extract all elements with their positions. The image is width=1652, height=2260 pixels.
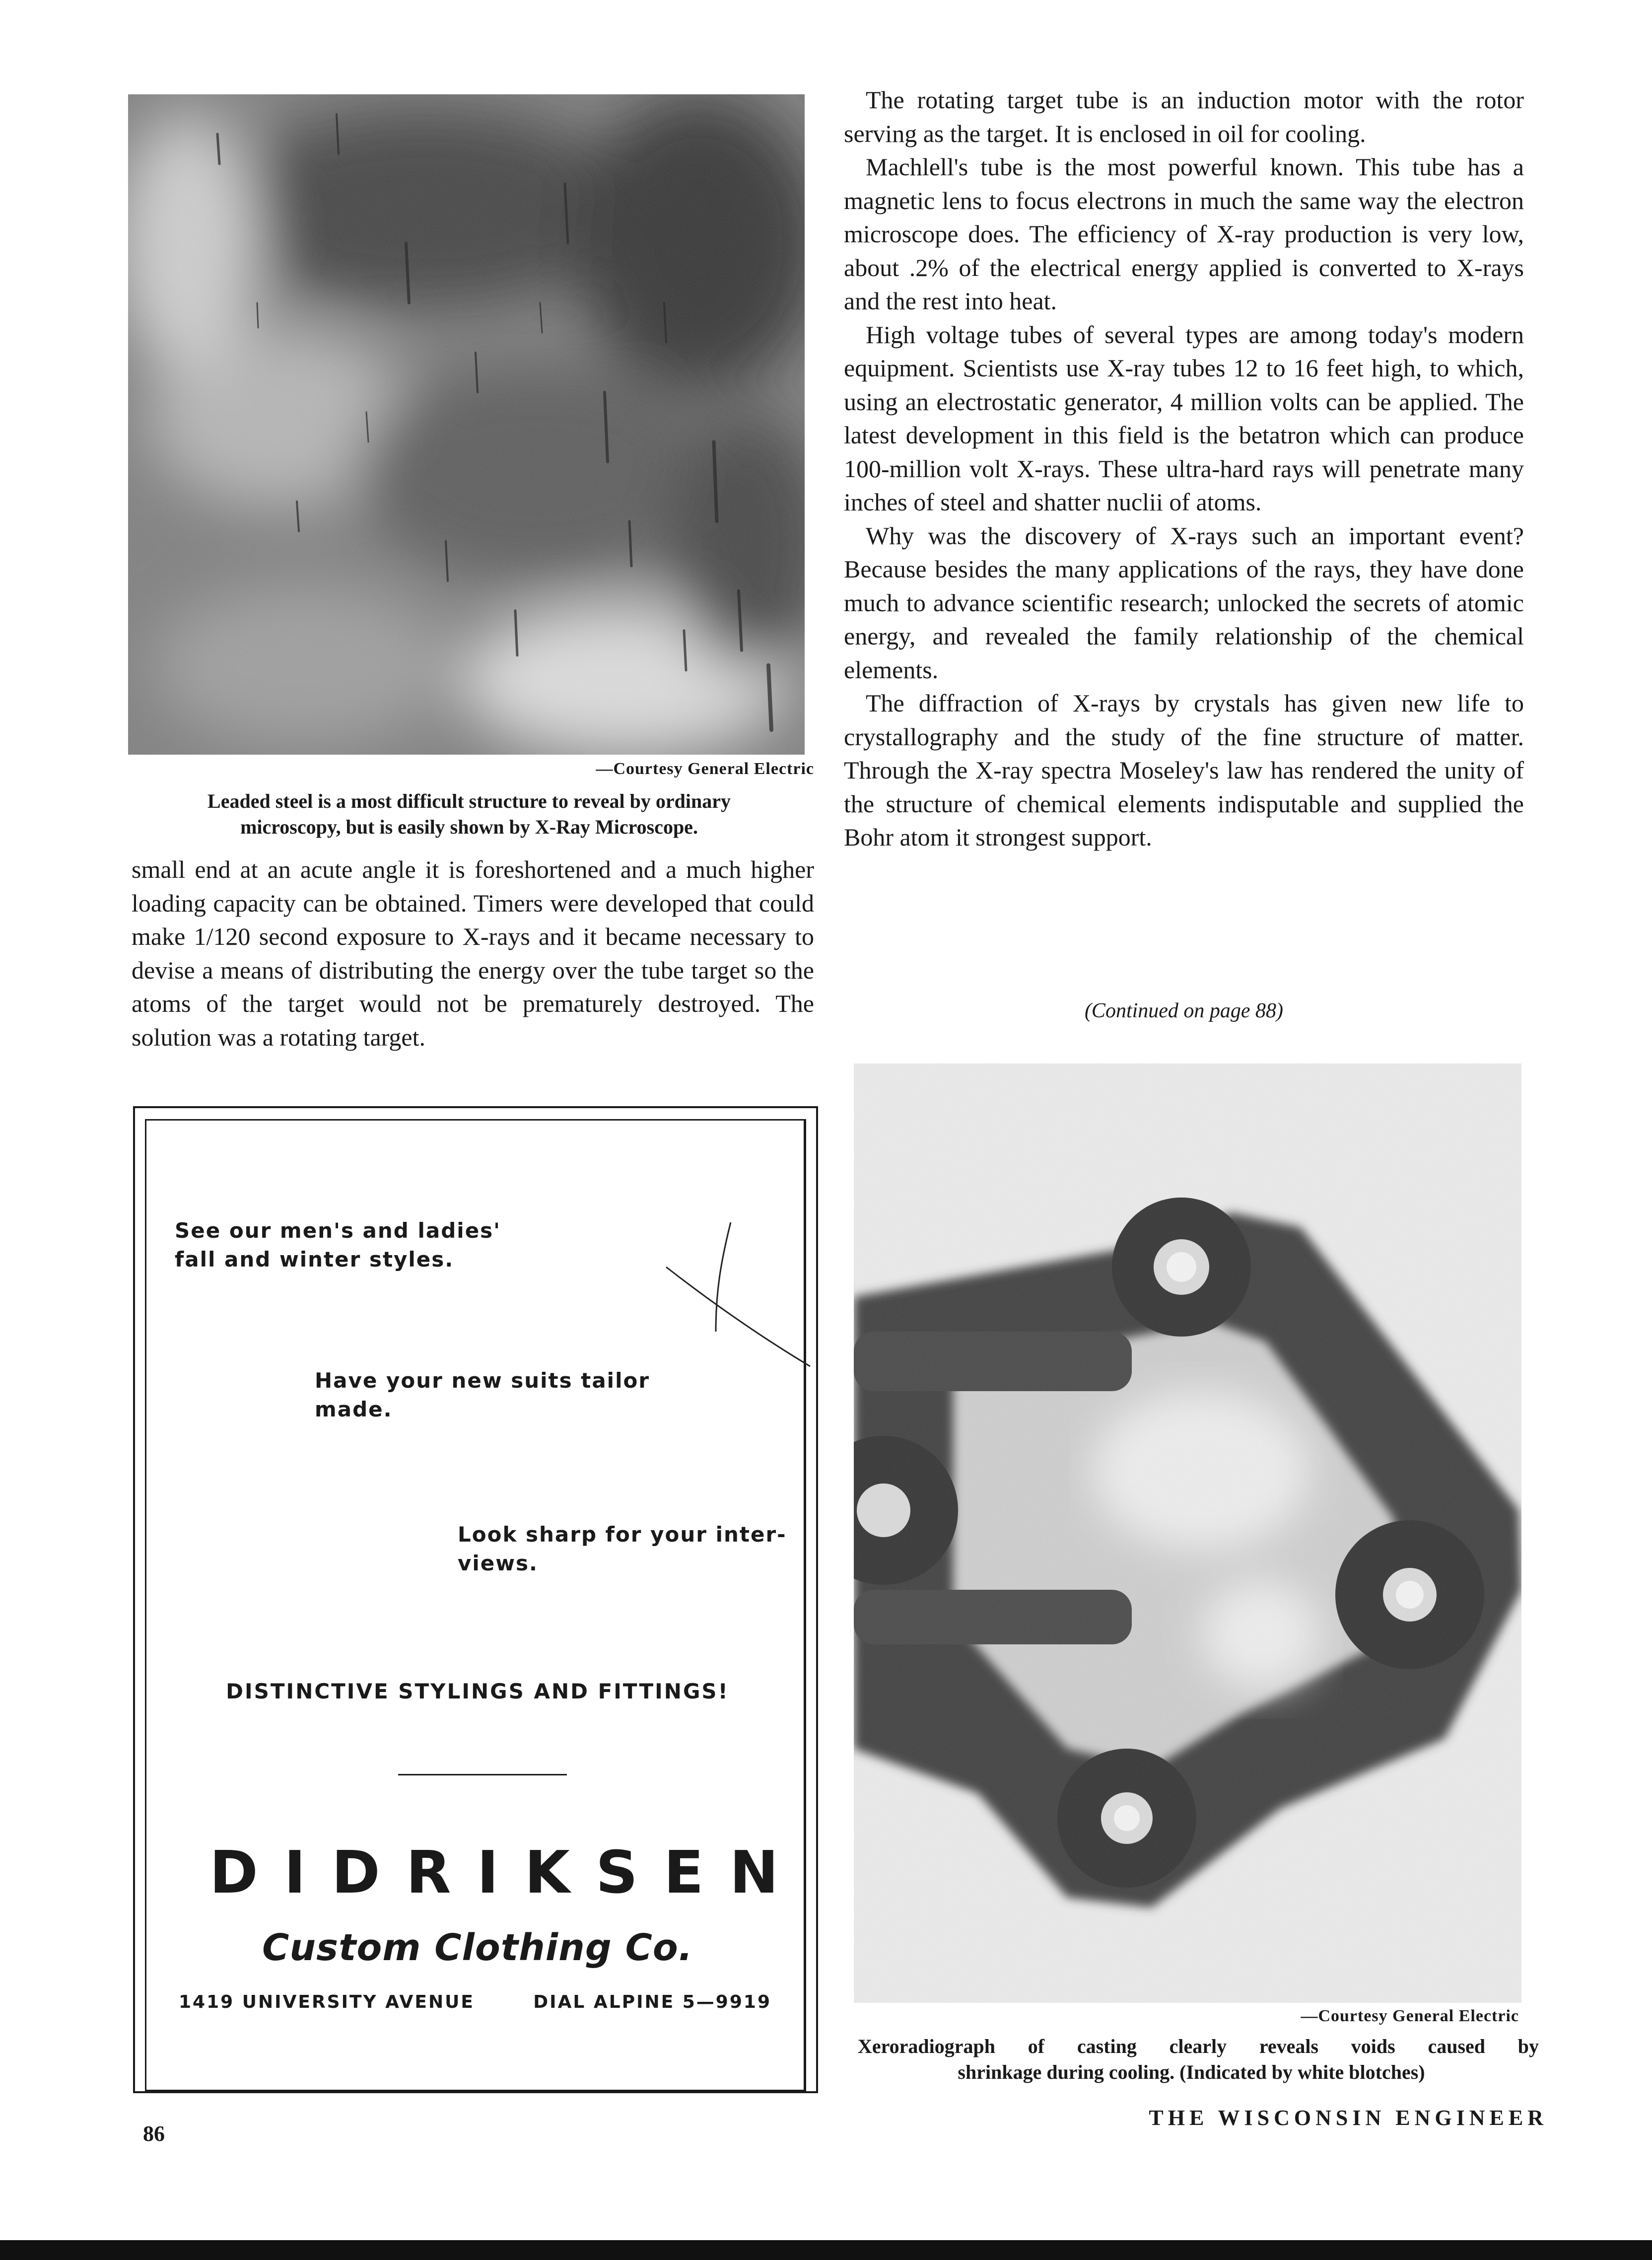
right-column-text — [844, 83, 1524, 854]
ad-phone: DIAL ALPINE 5—9919 — [533, 1992, 771, 2012]
journal-title: THE WISCONSIN ENGINEER — [1149, 2106, 1548, 2130]
bottom-caption-line2: shrinkage during cooling. (Indicated by white blotches) — [958, 2061, 1425, 2083]
ad-divider — [398, 1774, 567, 1775]
paragraph-machlell-tube: Machlell's tube is the most powerful known. This tube has a magnetic lens to focus electrons in much the same way the electron microscope does. The efficiency of X-ray production is very low, about .2% of the electrical energy applied is converted to X-rays and the rest into heat. — [844, 153, 1524, 315]
ad-interviews-line1: Look sharp for your inter- — [458, 1522, 787, 1547]
continued-note: (Continued on page 88) — [1084, 999, 1284, 1022]
ad-styles-line1: See our men's and ladies' — [175, 1218, 501, 1243]
paragraph-rotating-target: The rotating target tube is an induction motor with the rotor serving as the target. It is enclosed in oil for cooling. — [844, 86, 1524, 147]
top-caption-line2: microscopy, but is easily shown by X-Ray Microscope. — [240, 816, 698, 838]
xeroradiograph-image — [854, 1063, 1521, 2003]
ad-tailor-line2: made. — [315, 1397, 393, 1421]
ad-checkmark-scribble — [646, 1217, 825, 1376]
paragraph-discovery: Why was the discovery of X-rays such an important event? Because besides the many applications of the rays, they have done much to advance scientific research; unlocked the secrets of atomic energy, and revealed the family relationship of the chemical elements. — [844, 521, 1524, 684]
casting-xeroradiograph-photo — [854, 1063, 1521, 2003]
ad-tailor-text — [315, 1366, 650, 1424]
ad-brand-wordmark: DIDRIKSEN — [209, 1838, 805, 1907]
scan-bottom-border — [0, 2240, 1652, 2260]
ad-slogan: DISTINCTIVE STYLINGS AND FITTINGS! — [226, 1679, 729, 1703]
ad-styles-line2: fall and winter styles. — [175, 1247, 454, 1271]
top-photo-courtesy: —Courtesy General Electric — [596, 760, 814, 778]
ad-tailor-line1: Have your new suits tailor — [315, 1368, 650, 1393]
ad-styles-text — [175, 1216, 501, 1274]
micrograph-image — [128, 94, 805, 755]
page-number: 86 — [143, 2121, 165, 2146]
didriksen-advertisement — [133, 1106, 818, 2093]
top-caption-line1: Leaded steel is a most difficult structure to reveal by ordinary — [207, 790, 731, 812]
ad-tagline: Custom Clothing Co. — [262, 1926, 693, 1969]
top-photo-caption — [119, 788, 819, 840]
ad-address: 1419 UNIVERSITY AVENUE — [179, 1992, 475, 2012]
paragraph-diffraction: The diffraction of X-rays by crystals has given new life to crystallography and the study of the fine structure of matter. Through the X-ray spectra Moseley's law has rendered the unity of the structure of chemical elements indisputable and supplied the Bohr atom it strongest support. — [844, 689, 1524, 851]
bottom-photo-courtesy: —Courtesy General Electric — [1301, 2007, 1519, 2025]
left-column-text: small end at an acute angle it is foreshortened and a much higher loading capacity can be obtained. Timers were developed that could make 1/120 second exposure to X-rays and it became necessary to devise a means of distributing the energy over the tube target so the atoms of the target would not be prematurely destroyed. The solution was a rotating target. — [132, 855, 814, 1051]
ad-interviews-text — [458, 1520, 787, 1578]
steel-micrograph-photo — [128, 94, 805, 755]
ad-interviews-line2: views. — [458, 1551, 539, 1575]
bottom-caption-line1: Xeroradiograph of casting clearly reveals voids caused by — [858, 2035, 1539, 2057]
bottom-photo-caption — [844, 2034, 1539, 2085]
paragraph-high-voltage: High voltage tubes of several types are among today's modern equipment. Scientists use X-ray tubes 12 to 16 feet high, to which, using an electrostatic generator, 4 million volts can be applied. The latest development in this field is the betatron which can produce 100-million volt X-rays. These ultra-hard rays will penetrate many inches of steel and shatter nuclii of atoms. — [844, 320, 1524, 516]
